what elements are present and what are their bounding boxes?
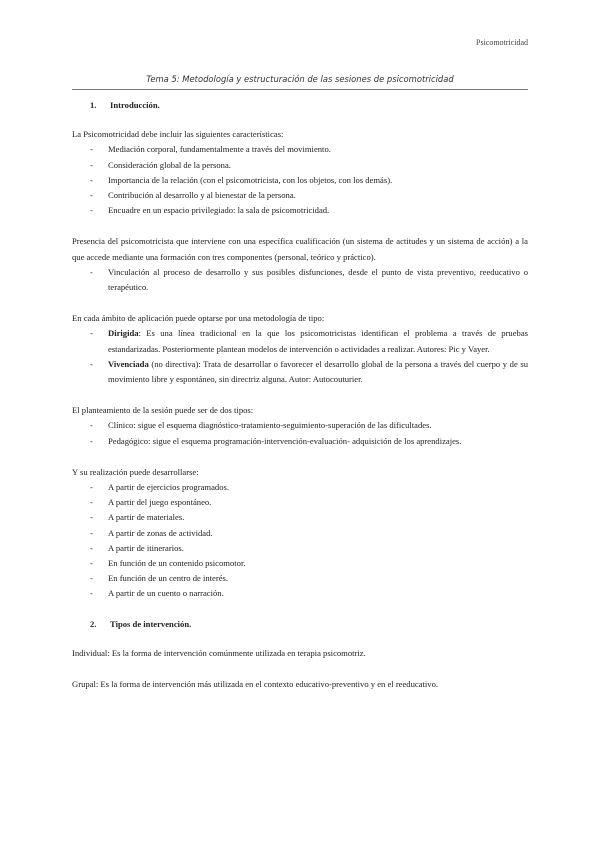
method-term: Dirigida xyxy=(108,328,139,339)
list-item: - Mediación corporal, fundamentalmente a través del movimiento. xyxy=(90,144,331,155)
list-item: - A partir de itinerarios. xyxy=(90,542,184,553)
realization-lead: Y su realización puede desarrollarse: xyxy=(72,466,199,477)
vinculacion-list xyxy=(72,265,528,295)
presence-paragraph: Presencia del psicomotricista que interviene con una específica cualificación (un sistema de actitudes y un sistema de acción) a la que accede mediante una formación con tres componentes (personal, teórico y práctico). xyxy=(72,236,528,262)
list-item: - Pedagógico: sigue el esquema programación-intervención-evaluación- adquisición de los aprendizajes. xyxy=(90,435,462,446)
features-list xyxy=(72,142,528,218)
section-number: 1. xyxy=(90,100,97,110)
list-item: - A partir de zonas de actividad. xyxy=(90,527,213,538)
method-term: Vivenciada xyxy=(108,358,149,369)
list-item: - En función de un centro de interés. xyxy=(90,573,229,584)
methods-list xyxy=(72,326,528,387)
list-item: - Importancia de la relación (con el psicomotricista, con los objetos, con los demás). xyxy=(90,174,393,185)
title-rule xyxy=(72,89,528,90)
list-item: - Dirigida: Es una línea tradicional en la que los psicomotricistas identifican el problema a través de pruebas estandarizadas. Posteriormente plantean modelos de intervención o actividades a realizar. Autores: Pic y Vayer. xyxy=(90,328,528,354)
list-item: - Vinculación al proceso de desarrollo y sus posibles disfunciones, desde el punto de vista preventivo, reeducativo o terapéutico. xyxy=(90,266,528,293)
features-lead: La Psicomotricidad debe incluir las siguientes características: xyxy=(72,129,284,140)
section-heading-tipos xyxy=(90,617,528,632)
list-item: - Encuadre en un espacio privilegiado: la sala de psicomotricidad. xyxy=(90,205,330,216)
document-title: Tema 5: Metodología y estructuración de las sesiones de psicomotricidad xyxy=(146,74,454,84)
section-heading-introduccion xyxy=(90,98,528,113)
list-item: - Contribución al desarrollo y al bienestar de la persona. xyxy=(90,190,296,201)
running-header: Psicomotricidad xyxy=(476,38,528,47)
session-lead: El planteamiento de la sesión puede ser de dos tipos: xyxy=(72,405,254,416)
grupal-paragraph: Grupal: Es la forma de intervención más utilizada en el contexto educativo-preventivo y en el reeducativo. xyxy=(72,679,439,690)
individual-paragraph: Individual: Es la forma de intervención comúnmente utilizada en terapia psicomotriz. xyxy=(72,647,366,658)
realizations-list xyxy=(72,480,528,602)
list-item: - A partir de ejercicios programados. xyxy=(90,482,229,493)
section-title: Tipos de intervención. xyxy=(110,618,192,629)
document-body xyxy=(72,92,528,692)
list-item: - En función de un contenido psicomotor. xyxy=(90,558,246,569)
method-lead: En cada ámbito de aplicación puede optarse por una metodología de tipo: xyxy=(72,313,325,324)
section-title: Introducción. xyxy=(110,100,160,110)
list-item: - A partir de un cuento o narración. xyxy=(90,588,224,599)
list-item: - A partir de materiales. xyxy=(90,512,185,523)
list-item: - Consideración global de la persona. xyxy=(90,159,231,170)
list-item: - A partir del juego espontáneo. xyxy=(90,497,212,508)
session-types-list xyxy=(72,418,528,448)
list-item: - Clínico: sigue el esquema diagnóstico-tratamiento-seguimiento-superación de las dificultades. xyxy=(90,420,432,431)
section-number: 2. xyxy=(90,618,97,629)
list-item: - Vivenciada (no directiva): Trata de desarrollar o favorecer el desarrollo global de la persona a través del cuerpo y de su movimiento libre y espontáneo, sin directriz alguna. Autor: Autocouturier. xyxy=(90,358,528,385)
